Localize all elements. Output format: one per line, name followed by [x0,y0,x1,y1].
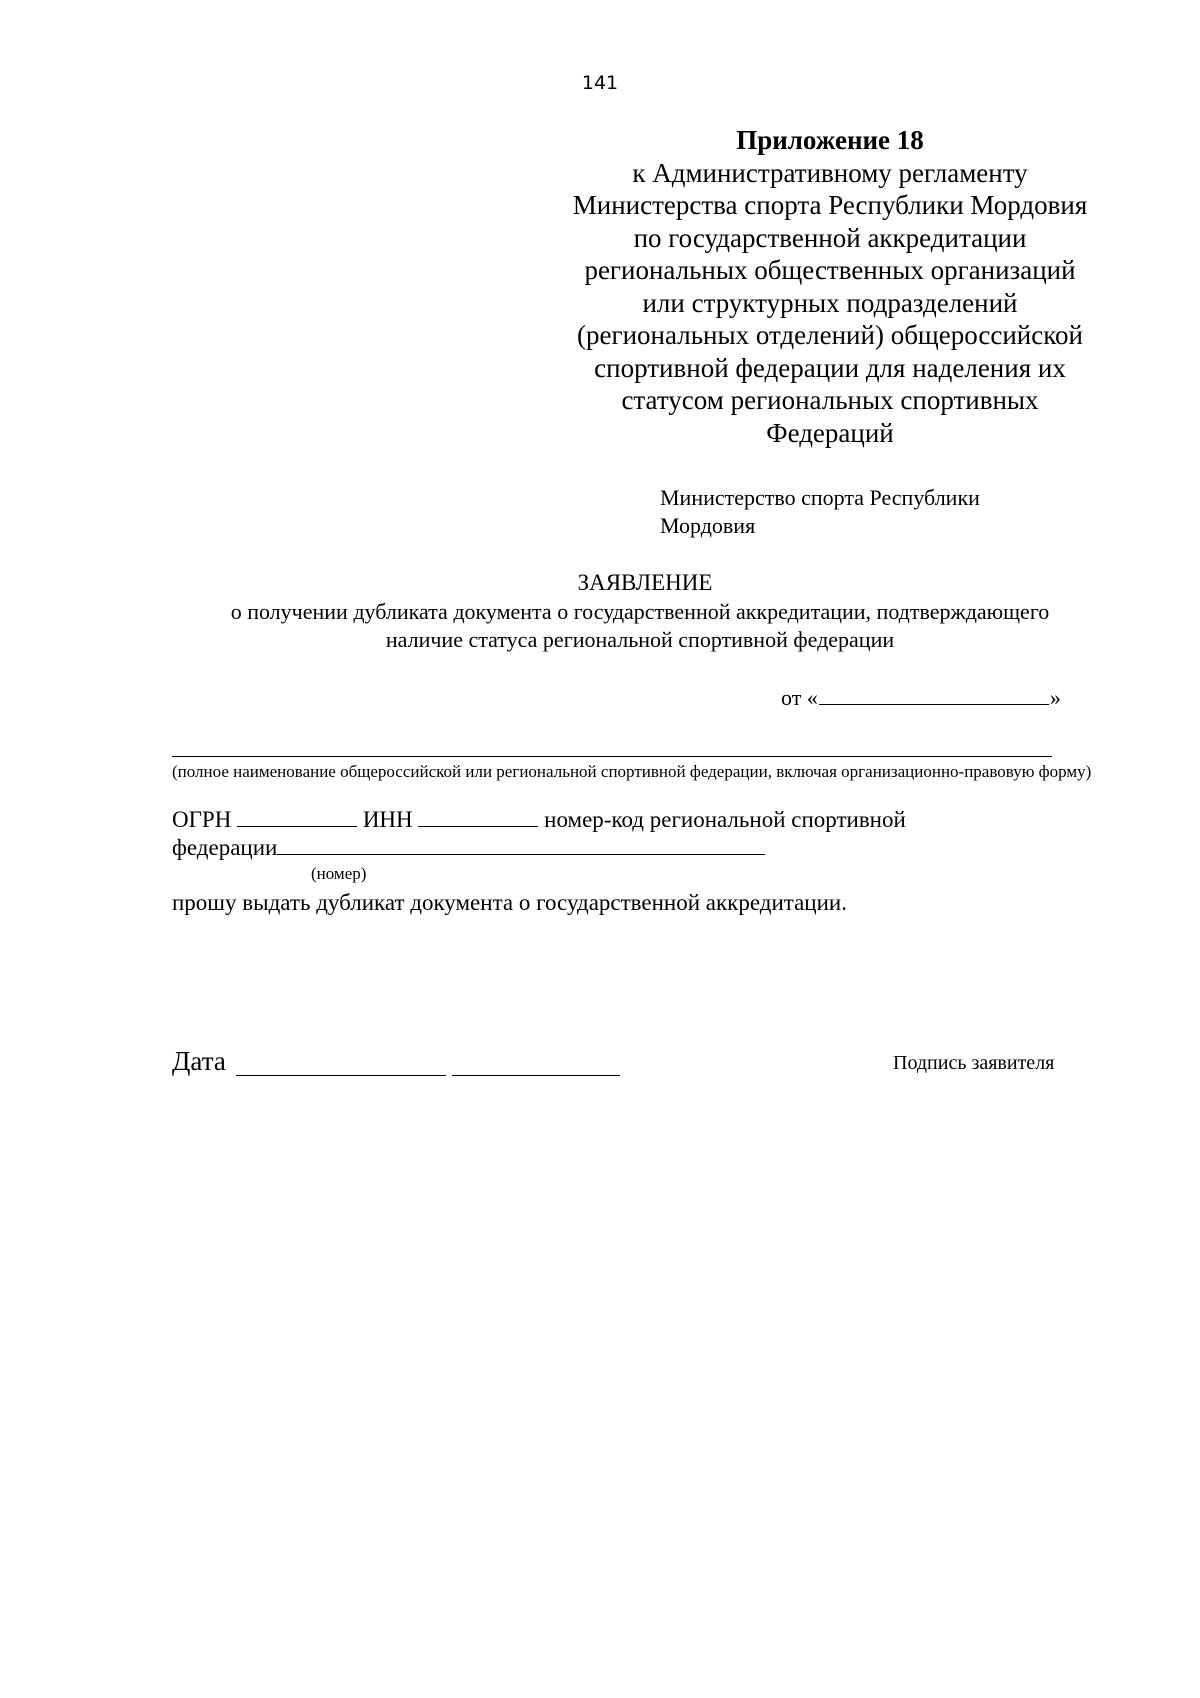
appendix-line: Федераций [766,417,894,448]
federation-number-blank[interactable] [277,834,765,855]
date-from-blank[interactable] [819,684,1049,705]
appendix-line: по государственной аккредитации [633,222,1027,253]
appendix-line: статусом региональных спортивных [621,385,1039,415]
appendix-line: (региональных отделений) общероссийской [577,320,1083,350]
statement-title: ЗАЯВЛЕНИЕ [577,570,713,595]
recipient-block [660,484,980,540]
federation-label: федерации [172,835,278,860]
date-blank[interactable] [236,1075,446,1076]
date-from-line [781,684,1061,711]
ogrn-blank[interactable] [237,806,357,827]
number-caption: (номер) [311,864,367,883]
statement-subtitle [150,598,1130,654]
statement-subtitle-line: наличие статуса региональной спортивной федерации [385,627,895,652]
appendix-line: региональных общественных организаций [584,255,1076,285]
page-number: 141 [581,72,619,94]
organization-name-blank[interactable] [172,756,1052,757]
inn-blank[interactable] [418,806,538,827]
appendix-line: или структурных подразделений [642,287,1018,318]
date-from-suffix: » [1049,685,1061,710]
federation-line [172,834,765,861]
code-label: номер-код региональной спортивной [544,807,906,832]
appendix-header [540,124,1120,449]
ogrn-label: ОГРН [172,807,232,832]
appendix-line: Министерства спорта Республики Мордовия [572,190,1088,220]
signature-blank[interactable] [452,1075,620,1076]
identifiers-line [172,806,906,833]
signature-label: Подпись заявителя [893,1052,1055,1074]
recipient-line: Мордовия [660,513,756,538]
recipient-line: Министерство спорта Республики [660,485,980,510]
statement-subtitle-line: о получении дубликата документа о государственной аккредитации, подтверждающего [230,599,1050,624]
appendix-line: к Административному регламенту [632,157,1028,188]
request-text: прошу выдать дубликат документа о государственной аккредитации. [172,890,847,915]
inn-label: ИНН [362,807,413,832]
date-from-prefix: от « [781,685,818,710]
appendix-line: спортивной федерации для наделения их [594,352,1066,383]
organization-name-caption: (полное наименование общероссийской или региональной спортивной федерации, включая организационно-правовую форму) [172,762,1092,781]
appendix-title: Приложение 18 [736,125,924,155]
date-label: Дата [172,1046,226,1076]
